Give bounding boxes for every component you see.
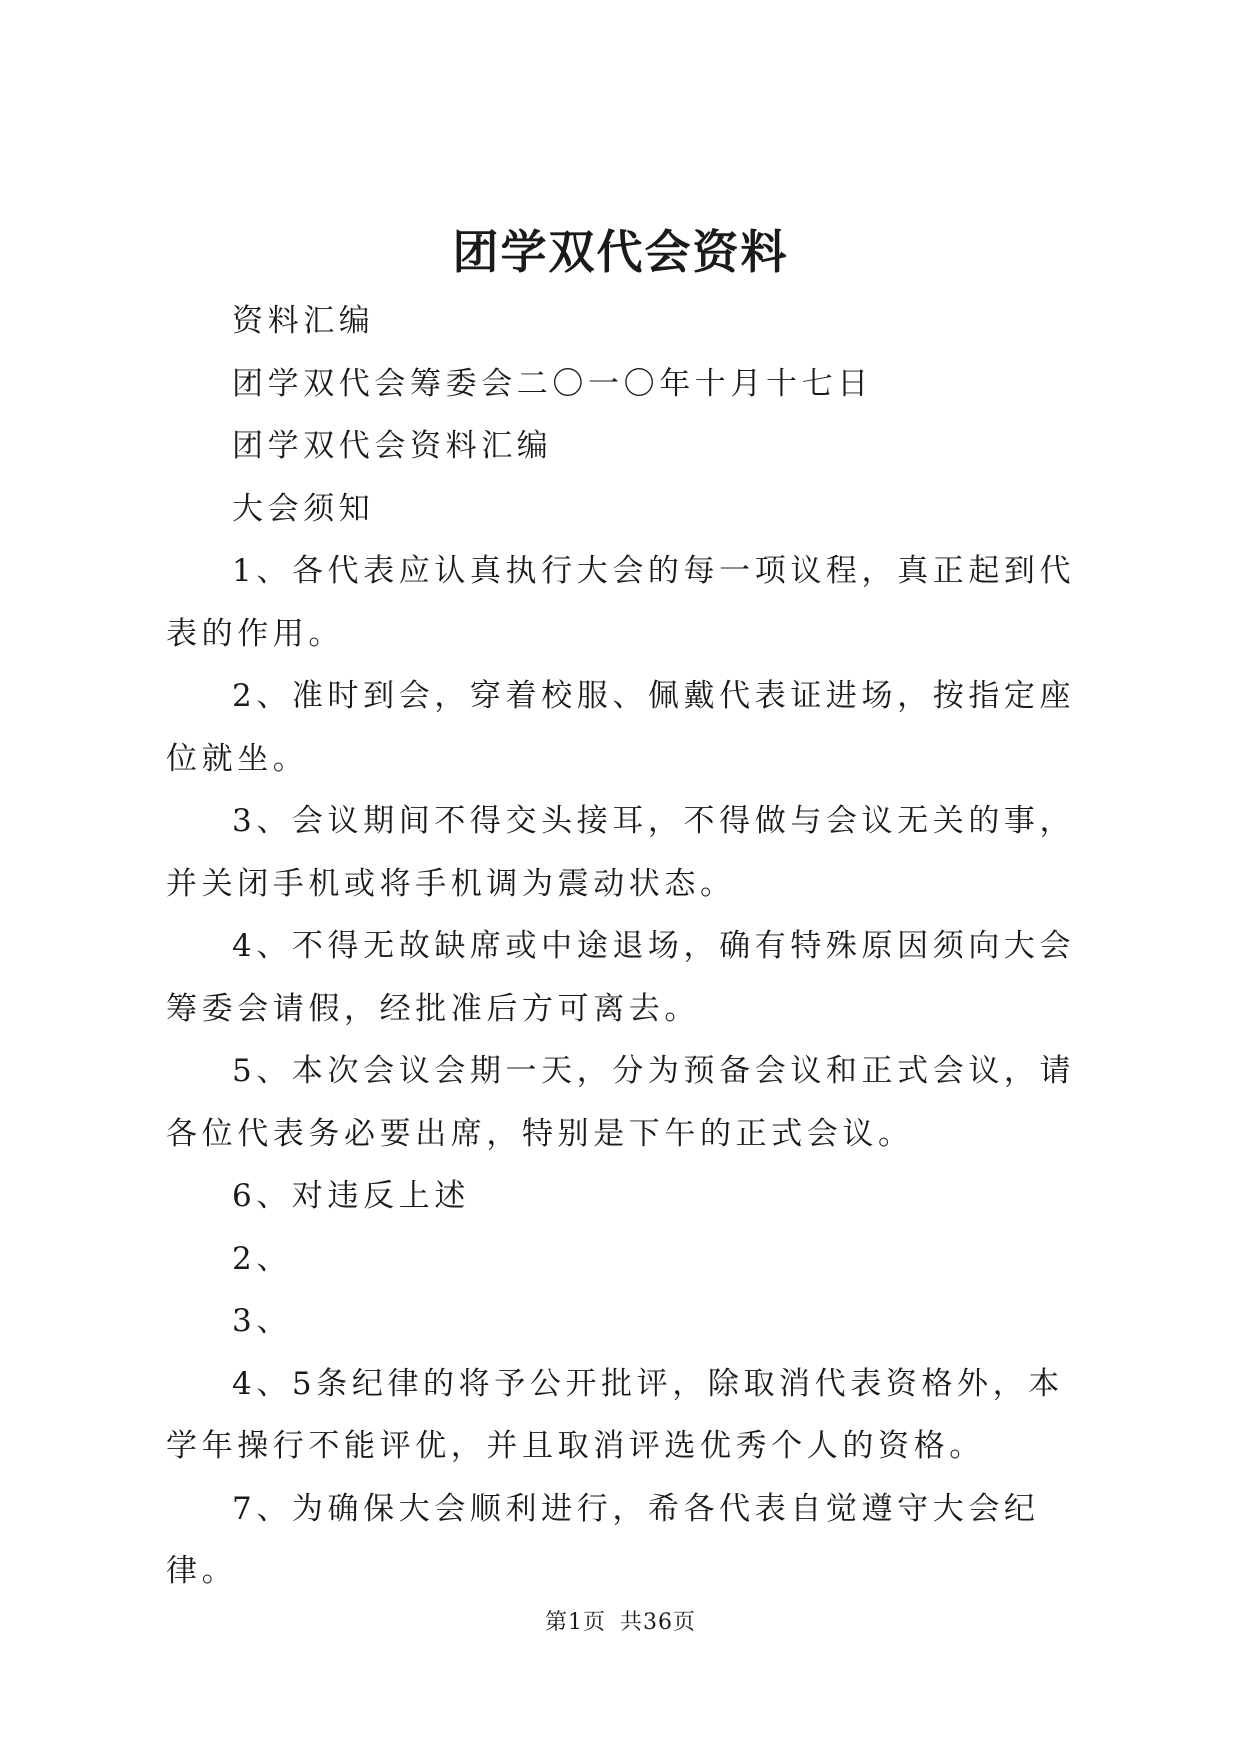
paragraph: 2、准时到会，穿着校服、佩戴代表证进场，按指定座位就坐。: [166, 678, 1076, 777]
paragraph: 资料汇编: [232, 303, 375, 339]
paragraph: 2、: [232, 1240, 292, 1277]
page-footer: [0, 1608, 1241, 1638]
paragraph: 1、各代表应认真执行大会的每一项议程，真正起到代表的作用。: [166, 553, 1076, 652]
paragraph: 4、5条纪律的将予公开批评，除取消代表资格外，本学年操行不能评优，并且取消评选优秀个人的资格。: [166, 1365, 1064, 1464]
paragraph: 3、: [232, 1303, 292, 1339]
paragraph: 4、不得无故缺席或中途退场，确有特殊原因须向大会筹委会请假，经批准后方可离去。: [166, 928, 1076, 1027]
document-title: 团学双代会资料: [452, 225, 789, 279]
paragraph: 3、会议期间不得交头接耳，不得做与会议无关的事，并关闭手机或将手机调为震动状态。: [166, 803, 1076, 902]
paragraph: 7、为确保大会顺利进行，希各代表自觉遵守大会纪律。: [166, 1490, 1040, 1589]
page-number: 第1页: [545, 1610, 606, 1635]
paragraph: 大会须知: [232, 490, 375, 527]
paragraph: 5、本次会议会期一天，分为预备会议和正式会议，请各位代表务必要出席，特别是下午的正式会议。: [166, 1053, 1076, 1152]
document-body: [166, 290, 1081, 1603]
page-total: 共36页: [620, 1610, 696, 1635]
paragraph: 团学双代会筹委会二〇一〇年十月十七日: [232, 365, 873, 402]
paragraph: 团学双代会资料汇编: [232, 428, 553, 464]
paragraph: 6、对违反上述: [232, 1178, 470, 1214]
